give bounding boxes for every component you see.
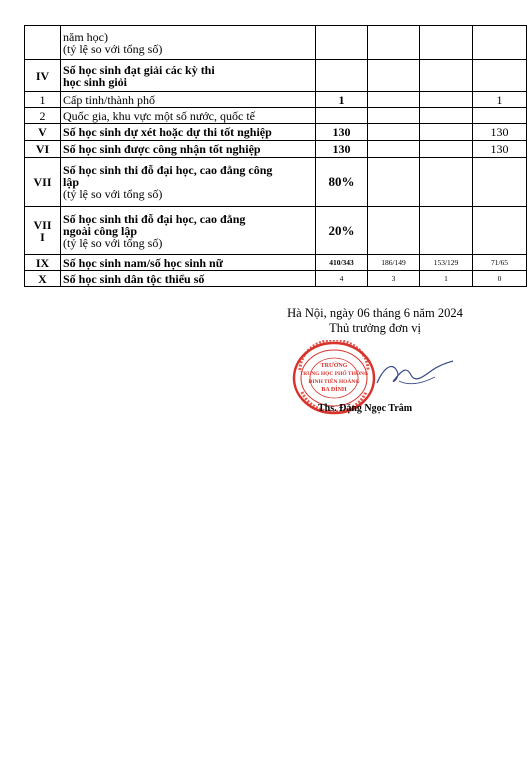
cell [368, 92, 420, 108]
cell [420, 60, 473, 92]
svg-text:TRUNG HỌC PHỔ THÔNG: TRUNG HỌC PHỔ THÔNG [299, 371, 369, 377]
signer-name: Ths. Đặng Ngọc Trâm [318, 403, 413, 414]
row-description [61, 158, 316, 207]
signature-icon [375, 355, 455, 395]
desc-line: (tỷ lệ so với tổng số) [63, 41, 163, 56]
cell [368, 108, 420, 124]
cell [473, 26, 527, 60]
signer-title: Thủ trưởng đơn vị [329, 321, 421, 335]
svg-text:ĐINH TIÊN HOÀNG: ĐINH TIÊN HOÀNG [308, 379, 360, 385]
cell [420, 207, 473, 255]
cell: 3 [368, 271, 420, 287]
row-number: V [25, 124, 61, 141]
table-row [25, 124, 527, 141]
cell [368, 207, 420, 255]
desc-line: học sinh giỏi [63, 74, 128, 89]
cell-total: 4 [316, 271, 368, 287]
cell: 130 [473, 141, 527, 158]
cell: 153/129 [420, 255, 473, 271]
report-table [24, 25, 527, 287]
table-row [25, 92, 527, 108]
table-row [25, 108, 527, 124]
cell-total [316, 108, 368, 124]
row-number [25, 207, 61, 255]
svg-text:TRƯỜNG: TRƯỜNG [320, 363, 348, 369]
desc-line: Số học sinh thi đỗ đại học, cao đẳng công [63, 163, 273, 177]
cell [473, 60, 527, 92]
cell-total: 20% [316, 207, 368, 255]
row-description: Số học sinh được công nhận tốt nghiệp [61, 141, 316, 158]
cell [368, 124, 420, 141]
table-row [25, 271, 527, 287]
table-row [25, 141, 527, 158]
cell: 130 [473, 124, 527, 141]
row-number: 2 [25, 108, 61, 124]
row-number: X [25, 271, 61, 287]
cell-total: 1 [316, 92, 368, 108]
row-number: VI [25, 141, 61, 158]
row-number: VII [25, 158, 61, 207]
cell-total: 80% [316, 158, 368, 207]
cell-total: 130 [316, 124, 368, 141]
desc-line: Số học sinh thi đỗ đại học, cao đẳng [63, 211, 246, 226]
row-description: Quốc gia, khu vực một số nước, quốc tế [61, 108, 316, 124]
row-description: Số học sinh nam/số học sinh nữ [61, 255, 316, 271]
table-row [25, 26, 527, 60]
cell [473, 158, 527, 207]
cell [473, 108, 527, 124]
cell [368, 60, 420, 92]
desc-line: ngoài công lập [63, 223, 138, 238]
cell [420, 158, 473, 207]
table-row [25, 255, 527, 271]
num-line: I [40, 229, 45, 244]
row-number: IX [25, 255, 61, 271]
desc-line: (tỷ lệ so với tổng số) [63, 235, 163, 250]
desc-line: (tỷ lệ so với tổng số) [63, 187, 163, 201]
row-number [25, 26, 61, 60]
cell: 186/149 [368, 255, 420, 271]
row-description [61, 60, 316, 92]
desc-line: Số học sinh đạt giải các kỳ thi [63, 62, 215, 77]
cell [420, 108, 473, 124]
table-row [25, 60, 527, 92]
cell [420, 124, 473, 141]
place-date: Hà Nội, ngày 06 tháng 6 năm 2024 [287, 306, 463, 320]
cell [368, 158, 420, 207]
table-row [25, 207, 527, 255]
cell [420, 26, 473, 60]
row-description: Số học sinh dự xét hoặc dự thi tốt nghiệp [61, 124, 316, 141]
num-line: VII [33, 217, 52, 232]
cell-total: 130 [316, 141, 368, 158]
desc-line: lập [63, 175, 80, 189]
cell-total: 410/343 [316, 255, 368, 271]
cell: 1 [473, 92, 527, 108]
cell-total [316, 60, 368, 92]
cell [420, 92, 473, 108]
cell [473, 207, 527, 255]
cell [368, 141, 420, 158]
cell [420, 141, 473, 158]
row-number: 1 [25, 92, 61, 108]
desc-line: năm học) [63, 29, 108, 44]
row-description [61, 207, 316, 255]
table-row [25, 158, 527, 207]
row-description [61, 26, 316, 60]
cell: 1 [420, 271, 473, 287]
row-description: Cấp tỉnh/thành phố [61, 92, 316, 108]
signature-block [270, 306, 480, 336]
row-number: IV [25, 60, 61, 92]
cell: 71/65 [473, 255, 527, 271]
cell [368, 26, 420, 60]
row-description: Số học sinh dân tộc thiểu số [61, 271, 316, 287]
cell: 0 [473, 271, 527, 287]
svg-text:BA ĐÌNH: BA ĐÌNH [321, 387, 347, 393]
cell-total [316, 26, 368, 60]
